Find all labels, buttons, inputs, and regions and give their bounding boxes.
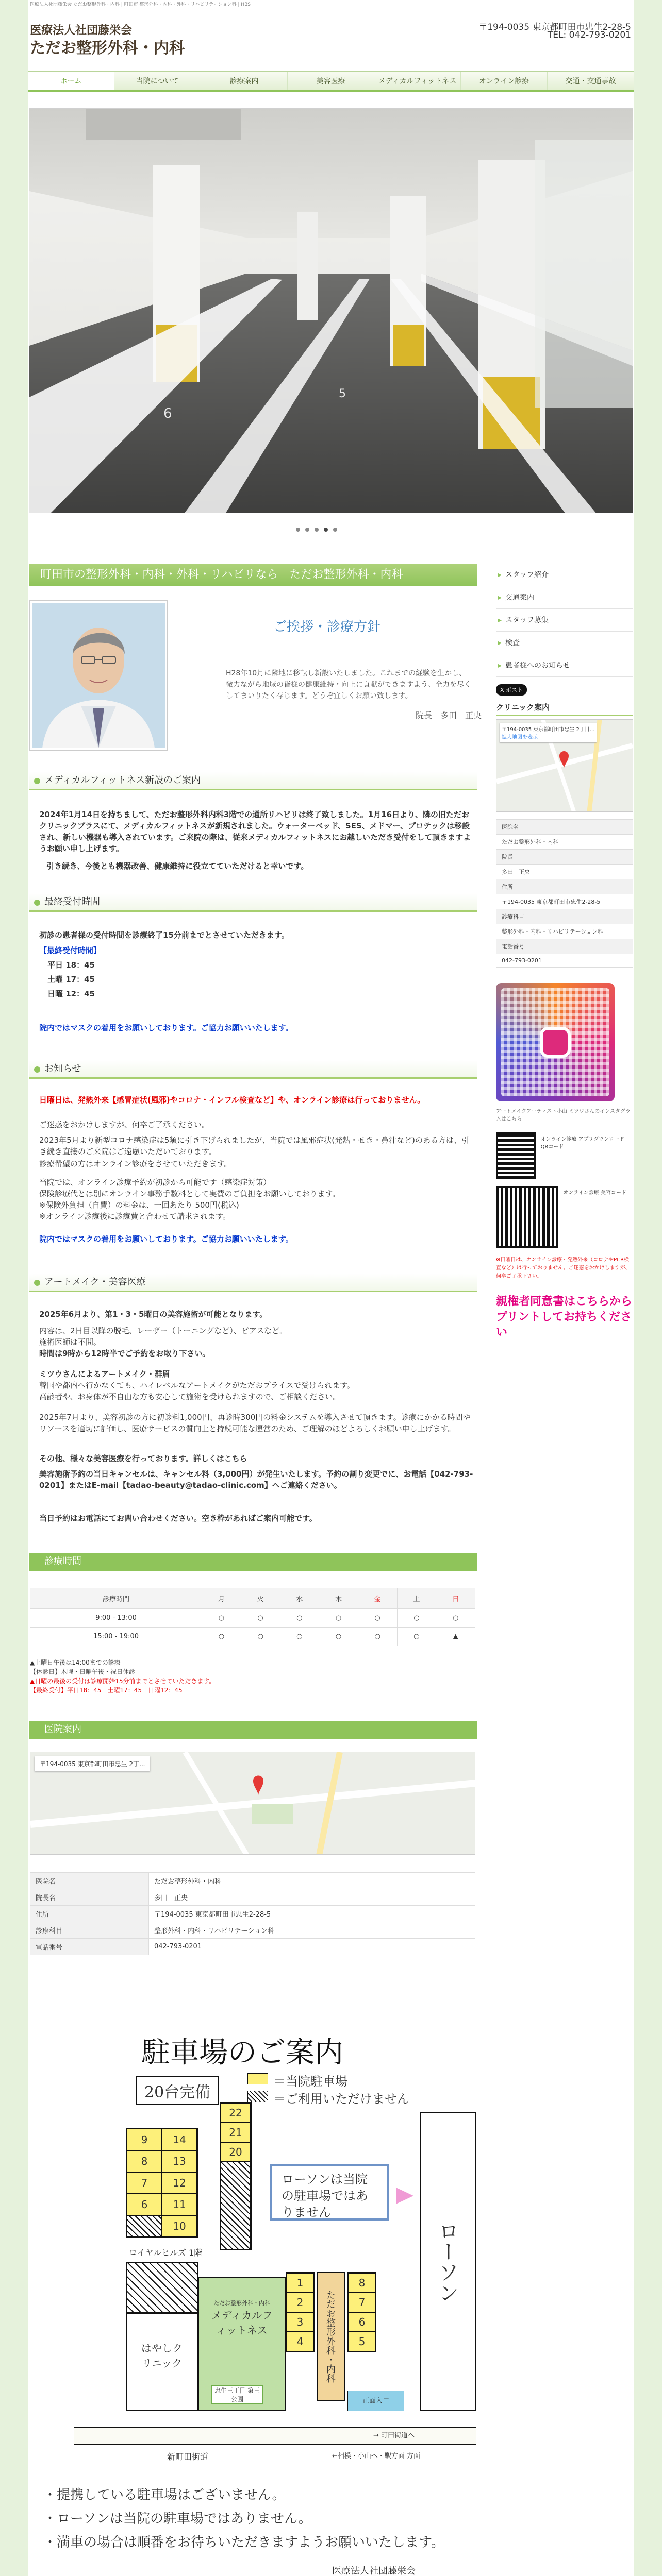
nav-beauty[interactable]: 美容医療 <box>288 72 374 90</box>
road <box>74 2427 476 2445</box>
legend-no: ＝ご利用いただけません <box>273 2092 409 2106</box>
section-title-fitness: メディカルフィットネス新設のご案内 <box>29 772 477 790</box>
entrance-label: 正面入口 <box>347 2391 404 2411</box>
schedule-header-cell: 木 <box>319 1588 358 1609</box>
parking-block-bottom-right <box>347 2272 376 2352</box>
nav-online[interactable]: オンライン診療 <box>461 72 548 90</box>
sidebar-link[interactable]: ▸ 患者様へのお知らせ <box>496 654 633 677</box>
schedule-mark: ○ <box>319 1609 358 1628</box>
parking-block-left <box>126 2128 198 2238</box>
beauty-item: 時間は9時から12時半でご予約をお取り下さい。 <box>39 1349 210 1358</box>
section-title-access: 医院案内 <box>29 1721 477 1739</box>
sidebar-link[interactable]: ▸ スタッフ紹介 <box>496 564 633 586</box>
section-title-beauty: アートメイク・美容医療 <box>29 1274 477 1292</box>
header-tel[interactable]: TEL: 042-793-0201 <box>547 30 631 40</box>
news-item: 2023年5月より新型コロナ感染症は5類に引き下げられましたが、当院では風邪症状(発熱・せき・鼻汁など)のある方は、引き続き直接のご来院はご遠慮いただいております。 <box>39 1136 469 1156</box>
schedule-note: 【最終受付】平日18：45 土曜17：45 日曜12：45 <box>30 1687 183 1694</box>
table-row <box>30 1889 475 1906</box>
schedule-header-row <box>30 1588 475 1609</box>
road-direction-1: → 町田街道へ <box>373 2432 415 2439</box>
schedule-row <box>30 1609 475 1628</box>
logo-title[interactable]: ただお整形外科・内科 <box>30 39 185 57</box>
schedule-mark: ○ <box>319 1628 358 1646</box>
instagram-caption: アートメイクアーティスト小山 ミツウさんのインスタグラムはこちら <box>496 1109 631 1122</box>
parking-slot: 6 <box>127 2194 162 2215</box>
info-key: 電話番号 <box>496 939 633 954</box>
parking-slot: 20 <box>221 2142 251 2162</box>
beauty-item-artmake[interactable]: ミツウさんによるアートメイク・群眉 <box>39 1369 170 1379</box>
table-row <box>496 909 633 924</box>
slider-dot-active[interactable] <box>324 528 328 532</box>
info-key: 医院名 <box>30 1873 149 1889</box>
qr-code-icon[interactable] <box>496 1186 558 1248</box>
table-row <box>30 1939 475 1955</box>
info-key: 医院名 <box>496 820 633 835</box>
table-row <box>496 894 633 909</box>
qr-block-1 <box>496 1132 633 1179</box>
parking-slot: 21 <box>221 2123 251 2142</box>
news-sunday-notice: 日曜日は、発熱外来【感冒症状(風邪)やコロナ・インフル検査など】や、オンライン診療は行っておりません。 <box>39 1095 425 1105</box>
parking-slot: 12 <box>162 2172 197 2194</box>
schedule-mark: ○ <box>280 1628 319 1646</box>
parking-guide <box>43 2030 487 2576</box>
hero-slider[interactable] <box>29 108 633 513</box>
sidebar-link[interactable]: ▸ 検査 <box>496 632 633 654</box>
beauty-item: 内容は、2日目以降の脱毛、レーザー（トーニングなど）、ピアスなど。 <box>39 1326 288 1335</box>
info-value: 〒194-0035 東京都町田市忠生2-28-5 <box>149 1906 475 1922</box>
legend-own-swatch <box>247 2073 268 2084</box>
schedule-mark: ○ <box>241 1609 280 1628</box>
schedule-header-cell: 水 <box>280 1588 319 1609</box>
parking-slot: 3 <box>287 2312 313 2332</box>
info-key: 診療科目 <box>30 1922 149 1939</box>
info-value: ただお整形外科・内科 <box>149 1873 475 1889</box>
beauty-item: 韓国や都内へ行かなくても、ハイレベルなアートメイクがただおプライスで受けられます。 <box>39 1381 355 1390</box>
parking-note: ・提携している駐車場はございません。 <box>43 2487 286 2503</box>
table-row <box>30 1906 475 1922</box>
slider-dots <box>296 528 337 532</box>
legend-own: ＝当院駐車場 <box>273 2074 347 2089</box>
nav-access[interactable]: 交通・交通事故 <box>548 72 634 90</box>
schedule-note: 【休診日】木曜・日曜午後・祝日休診 <box>30 1668 136 1675</box>
sidebar-info-table <box>496 819 633 968</box>
main-nav <box>28 71 634 92</box>
reception-label: 【最終受付時間】 <box>39 946 102 955</box>
schedule-mark: ○ <box>436 1609 475 1628</box>
schedule-header-cell: 土 <box>397 1588 436 1609</box>
arrow-right-icon <box>396 2188 413 2204</box>
slider-dot[interactable] <box>315 528 319 532</box>
clinic-building: ただお整形外科・内科 <box>317 2272 345 2401</box>
info-value: ただお整形外科・内科 <box>496 835 633 850</box>
parking-block-middle <box>220 2102 252 2250</box>
info-key: 院長 <box>496 850 633 865</box>
sidebar-map-title: クリニック案内 <box>496 699 633 716</box>
hayashi-clinic: はやしクリニック <box>126 2313 198 2411</box>
parking-slot: 6 <box>349 2312 375 2332</box>
parking-slot: 5 <box>349 2332 375 2351</box>
online-notice: ※日曜日は、オンライン診療・発熱外来（コロナやPCR検査など）は行っておりません。ご迷惑をおかけしますが、何卒ご了承下さい。 <box>496 1257 631 1279</box>
parking-block-bottom-left <box>286 2272 315 2352</box>
schedule-mark: ○ <box>358 1609 397 1628</box>
parking-sign-1: 医療法人社団藤栄会 <box>332 2566 416 2576</box>
fitness-text: 2024年1月14日を持ちまして、ただお整形外科内科3階での通所リハビリは終了致しました。1月16日より、隣の旧ただおクリニックプラスにて、メディカルフィットネスが新規されました。ウォーターベッド、SES、メドマー、プロテックは移設され、新しい機器も導入されています。ご来院の際は、従来メディカルフィットネスにお越しいただき受付をして頂きますようお願い申し上げます。 <box>39 810 471 853</box>
hero-parking-photo <box>29 109 633 513</box>
section-title-reception: 最終受付時間 <box>29 893 477 912</box>
beauty-item: 高齢者や、お身体が不自由な方も安心して施術を受けられますので、ご相談ください。 <box>39 1392 341 1401</box>
table-row <box>496 820 633 835</box>
schedule-table <box>30 1588 475 1646</box>
nav-fitness[interactable]: メディカルフィットネス <box>374 72 461 90</box>
parking-capacity: 20台完備 <box>136 2076 219 2105</box>
parking-note: ・ローソンは当院の駐車場ではありません。 <box>43 2511 312 2527</box>
map-address-card: 〒194-0035 東京都町田市忠生 2丁... <box>35 1756 150 1771</box>
info-value: 整形外科・内科・リハビリテーション科 <box>149 1922 475 1939</box>
parking-slot: 14 <box>162 2129 197 2150</box>
reception-time-sat: 土曜 17：45 <box>47 975 95 984</box>
page <box>28 0 634 2576</box>
schedule-header-cell: 日 <box>436 1588 475 1609</box>
parking-slot: 7 <box>349 2293 375 2312</box>
parking-slot: 9 <box>127 2129 162 2150</box>
park-label: 忠生三丁目 第三公園 <box>211 2385 263 2404</box>
slider-dot[interactable] <box>296 528 300 532</box>
schedule-time: 9:00 - 13:00 <box>30 1609 202 1628</box>
beauty-item-sameday: 当日予約はお電話にてお問い合わせください。空き枠があればご案内可能です。 <box>39 1514 317 1523</box>
beauty-item: 2025年6月より、第1・3・5曜日の美容施術が可能となります。 <box>39 1310 268 1319</box>
parking-slot-blocked <box>221 2162 251 2249</box>
qr-caption: オンライン診療 美容コード <box>563 1190 626 1196</box>
svg-text:5: 5 <box>339 387 346 400</box>
table-row <box>496 879 633 894</box>
info-value: 042-793-0201 <box>149 1939 475 1955</box>
news-item: ※オンライン診療後に診療費と合わせて請求されます。 <box>39 1212 230 1221</box>
table-row <box>496 954 633 968</box>
info-key: 電話番号 <box>30 1939 149 1955</box>
info-value: 多田 正央 <box>496 865 633 879</box>
clinic-info-table <box>30 1872 475 1955</box>
parking-slot: 13 <box>162 2150 197 2172</box>
greeting-title: ご挨拶・診療方針 <box>273 619 380 635</box>
qr-caption: オンライン診療 アプリダウンロード QRコード <box>540 1137 625 1150</box>
info-value: 042-793-0201 <box>496 954 633 968</box>
table-row <box>496 924 633 939</box>
greeting-body: H28年10月に隣地に移転し新設いたしました。これまでの経験を生かし、微力ながら地域の皆様の健康維持・向上に貢献ができますよう、全力を尽くしてまいりたく存じます。どうぞ宜しくお願い致します。 <box>226 669 471 700</box>
parking-slot: 11 <box>162 2194 197 2215</box>
schedule-note: ▲土曜日午後は14:00までの診療 <box>30 1659 121 1666</box>
schedule-mark: ○ <box>280 1609 319 1628</box>
fitness-text-2: 引き続き、今後とも機器改善、健康維持に役立てていただけると幸いです。 <box>46 861 309 871</box>
nav-home[interactable]: ホーム <box>28 72 114 90</box>
parking-slot: 8 <box>127 2150 162 2172</box>
schedule-mark: ▲ <box>436 1628 475 1646</box>
legend-no-swatch <box>247 2091 268 2102</box>
sidebar-map-card <box>500 723 597 742</box>
section-title-news: お知らせ <box>29 1060 477 1079</box>
table-row <box>496 939 633 954</box>
qr-block-2 <box>496 1186 633 1248</box>
slider-dot[interactable] <box>305 528 309 532</box>
fitness-building-sub: ただお整形外科・内科 <box>213 2300 270 2307</box>
instagram-qr[interactable] <box>496 983 615 1101</box>
nav-about[interactable]: 当院について <box>114 72 201 90</box>
news-item: ※保険外負担（自費）の料金は、一回あたり 500円(税込) <box>39 1200 239 1210</box>
info-value: 整形外科・内科・リハビリテーション科 <box>496 924 633 939</box>
schedule-note: ▲日曜の最後の受付は診療開始15分前までとさせていただきます。 <box>30 1677 216 1685</box>
schedule-mark: ○ <box>397 1628 436 1646</box>
info-key: 住所 <box>30 1906 149 1922</box>
sidebar-map[interactable] <box>496 719 633 812</box>
access-map[interactable] <box>30 1752 475 1855</box>
main-banner: 町田市の整形外科・内科・外科・リハビリなら ただお整形外科・内科 <box>29 564 477 586</box>
schedule-mark: ○ <box>202 1609 241 1628</box>
doctor-photo <box>30 601 167 750</box>
sidebar <box>496 564 633 1341</box>
news-item: 診療希望の方はオンライン診療をさせていただきます。 <box>39 1159 232 1168</box>
slider-dot[interactable] <box>333 528 337 532</box>
header-address: 〒194-0035 東京都町田市忠生2-28-5 <box>478 22 631 32</box>
parking-note: ・満車の場合は順番をお待ちいただきますようお願いいたします。 <box>43 2535 444 2550</box>
table-row <box>30 1873 475 1889</box>
schedule-header-cell: 金 <box>358 1588 397 1609</box>
x-post-button[interactable]: X ポスト <box>496 684 527 696</box>
news-apology: ご迷惑をおかけしますが、何卒ご了承ください。 <box>39 1120 210 1129</box>
road-name: 新町田街道 <box>167 2452 209 2462</box>
road-direction-2: ←相模・小山へ・駅方面 方面 <box>332 2452 421 2460</box>
parking-slot: 22 <box>221 2103 251 2123</box>
lawson-notice: ローソンは当院の駐車場ではありません <box>270 2164 389 2221</box>
schedule-header-cell: 火 <box>241 1588 280 1609</box>
beauty-item-cancel: 美容施術予約の当日キャンセルは、キャンセル料（3,000円）が発生いたします。予約の割り変更でに、お電話【042-793-0201】またはE-mail【tadao-beauty@tadao-clinic.com】へご連絡ください。 <box>39 1469 473 1490</box>
schedule-mark: ○ <box>202 1628 241 1646</box>
sidebar-map-address: 〒194-0035 東京都町田市忠生 2丁目... <box>502 727 595 733</box>
schedule-row <box>30 1628 475 1646</box>
schedule-header-cell: 診療時間 <box>30 1588 202 1609</box>
table-row <box>496 850 633 865</box>
info-key: 住所 <box>496 879 633 894</box>
nav-services[interactable]: 診療案内 <box>201 72 288 90</box>
royal-hills-label: ロイヤルヒルズ 1階 <box>129 2248 203 2258</box>
table-row <box>496 835 633 850</box>
info-key: 診療科目 <box>496 909 633 924</box>
reception-mask-note: 院内ではマスクの着用をお願いしております。ご協力お願いいたします。 <box>39 1023 293 1032</box>
schedule-mark: ○ <box>241 1628 280 1646</box>
parking-slot: 7 <box>127 2172 162 2194</box>
reception-time-weekday: 平日 18：45 <box>47 960 95 970</box>
schedule-header-cell: 月 <box>202 1588 241 1609</box>
svg-text:6: 6 <box>163 406 172 421</box>
news-item: 保険診療代とは別にオンライン事務手数料として実費のご負担をお願いしております。 <box>39 1189 340 1198</box>
logo-subtitle[interactable]: 医療法人社団藤栄会 <box>30 24 133 37</box>
news-item: 当院では、オンライン診療予約が初診から可能です（感染症対策） <box>39 1178 271 1187</box>
info-key: 院長名 <box>30 1889 149 1906</box>
fitness-building-label: メディカルフィットネス <box>211 2309 273 2336</box>
beauty-item-more[interactable]: その他、様々な美容医療を行っております。詳しくはこちら <box>39 1454 247 1463</box>
parking-blocked-area <box>126 2262 198 2313</box>
lawson-building: ローソン <box>420 2112 476 2411</box>
info-value: 〒194-0035 東京都町田市忠生2-28-5 <box>496 894 633 909</box>
news-mask-note: 院内ではマスクの着用をお願いしております。ご協力お願いいたします。 <box>39 1234 293 1244</box>
table-row <box>30 1922 475 1939</box>
greeting-signature: 院長 多田 正央 <box>415 710 482 720</box>
table-row <box>496 865 633 879</box>
parking-slot: 1 <box>287 2273 313 2293</box>
qr-code-icon[interactable] <box>496 1132 536 1179</box>
parking-slot: 2 <box>287 2293 313 2312</box>
schedule-time: 15:00 - 19:00 <box>30 1628 202 1646</box>
sidebar-map-link[interactable]: 拡大地図を表示 <box>502 735 538 740</box>
parking-title: 駐車場のご案内 <box>141 2036 343 2070</box>
parking-slot-blocked <box>127 2215 162 2237</box>
reception-time-sun: 日曜 12：45 <box>47 989 95 998</box>
sidebar-link[interactable]: ▸ スタッフ募集 <box>496 609 633 632</box>
schedule-mark: ○ <box>358 1628 397 1646</box>
parking-slot: 8 <box>349 2273 375 2293</box>
beauty-item: 施術医師は不問。 <box>39 1337 102 1347</box>
instagram-icon <box>540 1027 571 1058</box>
beauty-item: 2025年7月より、美容初診の方に初診料1,000円、再診時300円の料金システムを導入させて頂きます。診療にかかる時間やリソースを適切に評価し、医療サービスの質向上と持続可能な運営のため、ご理解のほどよろしくお願い申し上げます。 <box>39 1413 471 1433</box>
sidebar-link[interactable]: ▸ 交通案内 <box>496 586 633 609</box>
section-title-schedule: 診療時間 <box>29 1553 477 1571</box>
consent-form-link[interactable]: 親権者同意書はこちらからプリントしてお持ちください <box>496 1295 633 1339</box>
reception-intro: 初診の患者様の受付時間を診療終了15分前までとさせていただきます。 <box>39 930 289 940</box>
schedule-mark: ○ <box>397 1609 436 1628</box>
info-value: 多田 正央 <box>149 1889 475 1906</box>
site-tagline: 医療法人社団藤栄会 ただお整形外科・内科 | 町田市 整形外科・内科・外科・リハビリテーション科 | HBS <box>30 2 251 7</box>
parking-slot: 10 <box>162 2215 197 2237</box>
parking-slot: 4 <box>287 2332 313 2351</box>
